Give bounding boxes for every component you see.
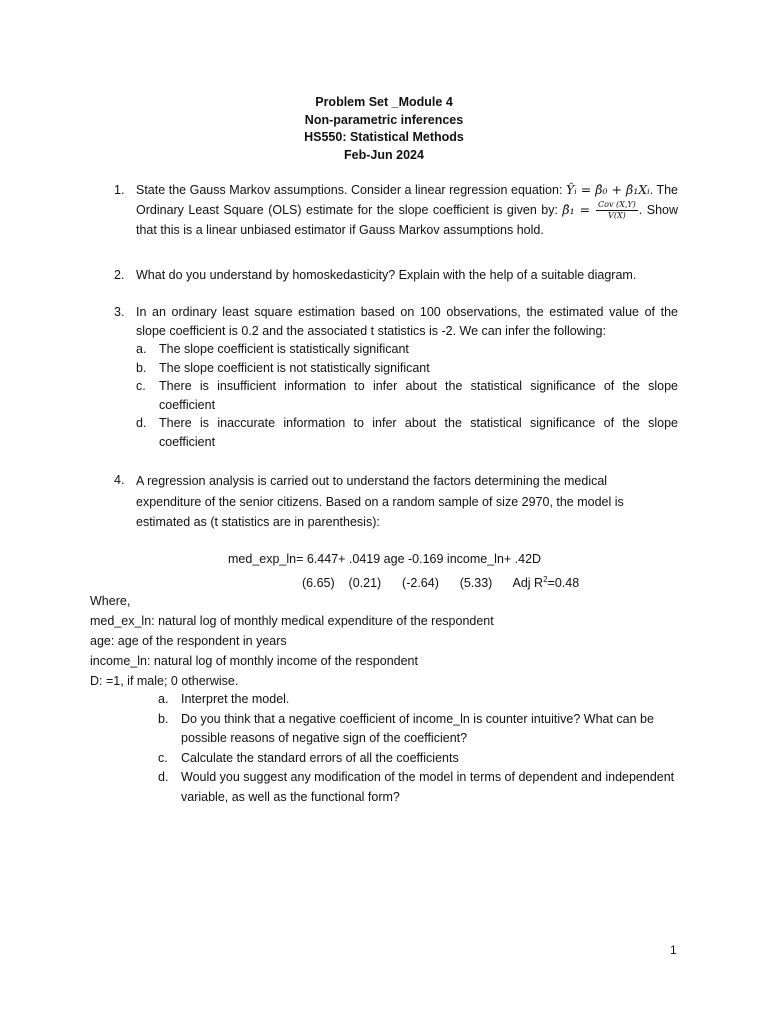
option-label: b. — [136, 360, 147, 375]
model-equation: med_exp_ln= 6.447+ .0419 age -0.169 income_ln+ .42D — [228, 552, 542, 566]
option-label: a. — [136, 342, 147, 356]
subquestion-label: c. — [158, 750, 168, 765]
subquestion-item — [136, 710, 678, 749]
adj-r-squared-value: =0.48 — [547, 576, 580, 591]
subquestion-list — [136, 690, 678, 807]
subquestion-text: Would you suggest any modification of the model in terms of dependent and independent variable, as well as the functional form? — [181, 770, 675, 804]
question-text: What do you understand by homoskedasticity? Explain with the help of a suitable diagram. — [136, 268, 637, 282]
q1-text-a: State the Gauss Markov assumptions. Consider a linear regression equation: — [136, 183, 566, 197]
q1-text-c: . Show that this is a linear unbiased estimator if Gauss Markov assumptions hold. — [136, 202, 678, 237]
question-number: 3. — [114, 305, 125, 319]
where-label: Where, — [90, 594, 131, 608]
definition-line: age: age of the respondent in years — [90, 634, 287, 648]
option-label: d. — [136, 416, 147, 430]
question-1 — [114, 181, 678, 239]
subquestion-text: Interpret the model. — [181, 692, 290, 706]
question-2 — [114, 266, 678, 285]
option-item — [114, 359, 678, 378]
fraction-denominator: V(X) — [608, 210, 626, 220]
question-number: 1. — [114, 183, 125, 197]
subquestion-label: a. — [158, 692, 169, 706]
subquestion-text: Do you think that a negative coefficient of income_ln is counter intuitive? What can be possible reasons of negative sign of the coefficient? — [181, 711, 654, 745]
document-header — [0, 94, 768, 164]
subquestion-item — [136, 749, 678, 769]
definition-line: med_ex_ln: natural log of monthly medical expenditure of the respondent — [90, 614, 494, 628]
question-text: A regression analysis is carried out to understand the factors determining the medical expenditure of the senior citizens. Based on a random sample of size 2970, the model is estimated as (t statistics are in parenthesis): — [136, 474, 624, 529]
definition-line: D: =1, if male; 0 otherwise. — [90, 674, 239, 688]
header-subtitle: Non-parametric inferences — [304, 112, 464, 127]
page-number: 1 — [670, 943, 677, 957]
definition-line: income_ln: natural log of monthly income of the respondent — [90, 654, 418, 668]
t-statistics-row — [302, 570, 579, 593]
option-text: There is insufficient information to infer about the statistical significance of the slope coefficient — [159, 379, 678, 412]
question-4 — [114, 471, 654, 533]
subquestion-text: Calculate the standard errors of all the coefficients — [181, 750, 459, 765]
subquestion-item — [136, 768, 678, 807]
question-number: 2. — [114, 268, 125, 282]
option-text: The slope coefficient is statistically significant — [159, 342, 409, 356]
option-list — [114, 340, 678, 451]
option-item — [114, 414, 678, 451]
slope-estimator-fraction — [596, 200, 638, 221]
option-item — [114, 340, 678, 359]
r-squared-exponent: 2 — [543, 575, 548, 584]
fraction-numerator: Cov (X,Y) — [598, 199, 636, 209]
header-title: Problem Set _Module 4 — [315, 95, 453, 109]
subquestion-label: d. — [158, 770, 169, 784]
question-text — [136, 181, 678, 239]
option-item — [114, 377, 678, 414]
q1-text-b: . The Ordinary Least Square (OLS) estimate for the slope coefficient is given by: — [136, 183, 679, 217]
option-text: There is inaccurate information to infer about the statistical significance of the slope coefficient — [159, 416, 678, 449]
subquestion-label: b. — [158, 711, 169, 726]
header-course: HS550: Statistical Methods — [304, 130, 464, 144]
subquestion-item — [136, 690, 678, 710]
option-label: c. — [136, 379, 146, 393]
regression-equation: Ŷᵢ = β̂₀ + β̂₁Xᵢ — [565, 182, 650, 197]
slope-estimator-lhs: β̂₁ = — [562, 201, 596, 217]
variable-definitions — [90, 591, 494, 691]
question-3 — [114, 303, 678, 451]
option-text: The slope coefficient is not statistically significant — [159, 360, 430, 375]
question-number: 4. — [114, 473, 125, 487]
header-term: Feb-Jun 2024 — [344, 147, 424, 162]
question-text: In an ordinary least square estimation based on 100 observations, the estimated value of the slope coefficient is 0.2 and the associated t statistics is -2. We can infer the following: — [136, 305, 678, 338]
t-statistics: (6.65) (0.21) (-2.64) (5.33) Adj R — [302, 576, 544, 591]
